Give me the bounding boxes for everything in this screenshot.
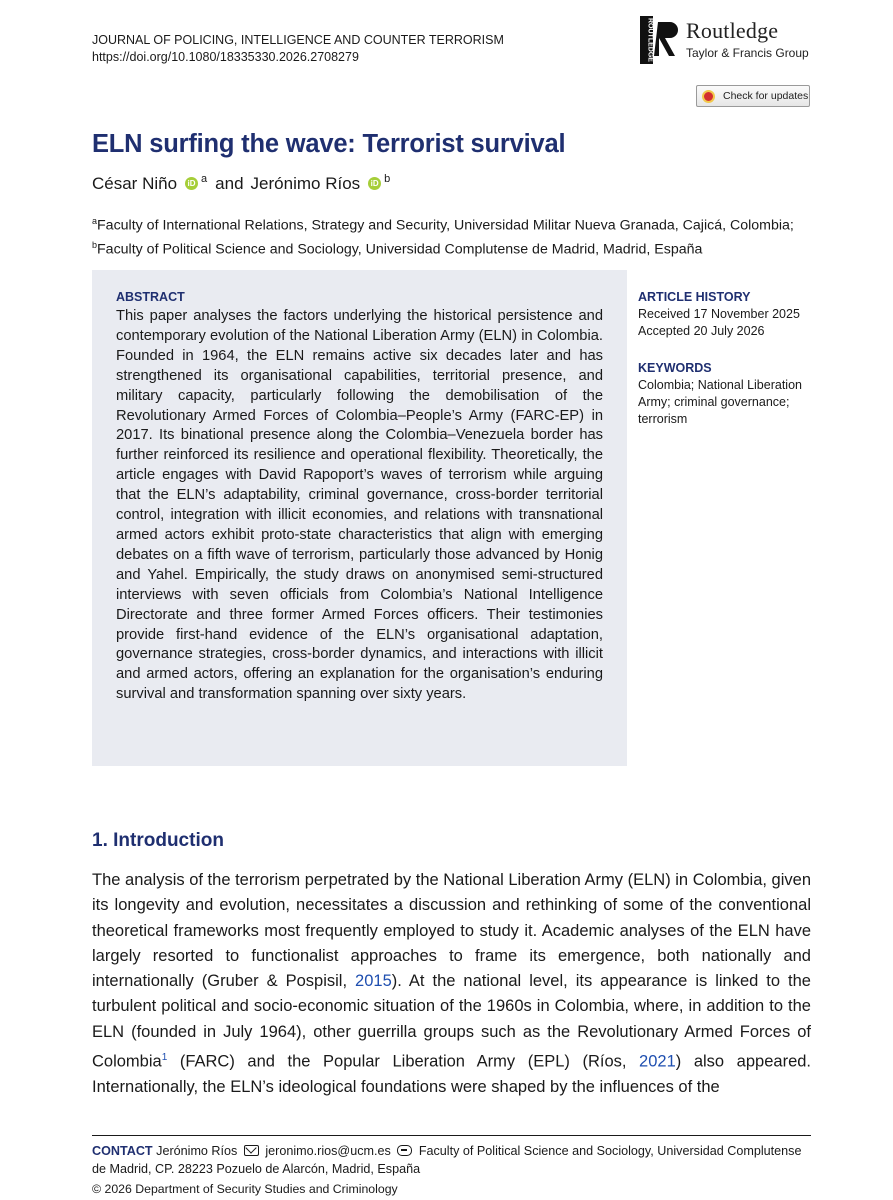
intro-text: ). At the national level, its appearance is linked to the turbulent political and socio-economic situation of the 1960s in Colombia, where, in addition to the ELN (founded in July 1964), other guerrilla groups such as the Revolutionary Armed Forces of Colombia: [92, 972, 811, 1071]
affil-b-mark: b: [92, 240, 98, 251]
affiliation-a: Faculty of International Relations, Strategy and Security, Universidad Militar Nueva Granada, Cajicá, Colombia;: [97, 217, 794, 234]
publisher-name: Routledge: [686, 18, 779, 43]
orcid-icon[interactable]: iD: [185, 177, 198, 190]
citation-link[interactable]: 2015: [355, 972, 392, 991]
keywords-heading: KEYWORDS: [638, 361, 712, 375]
address-icon: [397, 1145, 412, 1156]
intro-text: (FARC) and the Popular Liberation Army (EPL) (Ríos,: [167, 1052, 640, 1071]
author-2[interactable]: Jerónimo Ríos: [250, 174, 361, 193]
routledge-logo-icon: [640, 16, 680, 64]
intro-text: The analysis of the terrorism perpetrated by the National Liberation Army (ELN) in Colombia, given its longevity and evolution, necessitates a discussion and rethinking of some of the conventional theoretical frameworks most frequently employed to study it. Academic analyses of the ELN have largely resorted to functionalist approaches to frame its emergence, both nationally and internationally (Gruber & Pospisil,: [92, 871, 812, 991]
affiliation-b: Faculty of Political Science and Sociology, Universidad Complutense de Madrid, Madrid, España: [97, 241, 703, 258]
history-heading: ARTICLE HISTORY: [638, 290, 751, 304]
copyright: © 2026 Department of Security Studies and Criminology: [92, 1182, 398, 1196]
doi-link[interactable]: https://doi.org/10.1080/18335330.2026.2708279: [92, 50, 359, 64]
contact-block: [92, 1142, 811, 1178]
article-title: ELN surfing the wave: Terrorist survival: [92, 130, 566, 158]
footer-divider: [92, 1135, 811, 1136]
author-conjunction: and: [215, 174, 244, 193]
email-icon: [244, 1145, 259, 1156]
received-date: Received 17 November 2025: [638, 307, 800, 321]
abstract-heading: ABSTRACT: [116, 290, 185, 304]
check-updates-button[interactable]: [696, 85, 810, 107]
author-2-affil-mark: b: [384, 173, 391, 185]
affil-a-mark: a: [92, 216, 98, 226]
check-updates-label: Check for updates: [723, 90, 809, 102]
section-heading: 1. Introduction: [92, 830, 224, 851]
intro-text: ) also appeared. Internationally, the ELN’s ideological foundations were shaped by the influences of the: [92, 1052, 812, 1096]
journal-name: JOURNAL OF POLICING, INTELLIGENCE AND COUNTER TERRORISM: [92, 33, 504, 47]
article-sidebar: [638, 289, 818, 428]
publisher-vertical-text: ROUTLEDGE: [646, 18, 654, 62]
contact-email[interactable]: jeronimo.rios@ucm.es: [265, 1144, 391, 1158]
contact-label: CONTACT: [92, 1144, 153, 1158]
author-1[interactable]: César Niño: [92, 174, 178, 193]
author-line: [92, 174, 398, 194]
orcid-icon[interactable]: iD: [368, 177, 381, 190]
publisher-logo: [640, 16, 820, 66]
abstract-text: This paper analyses the factors underlying the historical persistence and contemporary evolution of the National Liberation Army (ELN) in Colombia. Founded in 1964, the ELN remains active six decades later and has strengthened its organisational capabilities, territorial presence, and military capacity, particularly following the demobilisation of the Revolutionary Armed Forces of Colombia–People’s Army (FARC-EP) in 2017. Its binational presence along the Colombia–Venezuela border has further reinforced its resilience and operational flexibility. Theoretically, the article engages with David Rapoport’s waves of terrorism while arguing that the ELN’s adaptability, criminal governance, cross-border territorial control, integration with illicit economies, and relations with transnational armed actors exhibit proto-state characteristics that align with emerging debates on a fifth wave of terrorism, particularly those advanced by Honig and Yahel. Empirically, the study draws on anonymised semi-structured interviews with seven officials from Colombia’s National Intelligence Directorate and three former Armed Forces officers. Their testimonies provide first-hand evidence of the ELN’s organisational adaptation, governance strategies, cross-border dynamics, and interactions with illicit and armed actors, offering an explanation for the organisation’s enduring survival and transformation spanning over sixty years.: [116, 308, 603, 703]
contact-name: Jerónimo Ríos: [156, 1144, 238, 1158]
citation-link[interactable]: 2021: [639, 1052, 676, 1071]
contact-address: Faculty of Political Science and Sociology, Universidad Complutense de Madrid, CP. 28223 Pozuelo de Alarcón, Madrid, España: [92, 1144, 802, 1176]
author-1-affil-mark: a: [201, 173, 208, 185]
accepted-date: Accepted 20 July 2026: [638, 324, 765, 338]
affiliations: [92, 212, 812, 260]
check-updates-icon: [702, 90, 715, 103]
journal-header: [92, 32, 504, 66]
publisher-group: Taylor & Francis Group: [686, 46, 809, 60]
footnote-link[interactable]: 1: [161, 1052, 168, 1064]
abstract-box: [92, 270, 627, 766]
keywords-text: Colombia; National Liberation Army; criminal governance; terrorism: [638, 378, 802, 426]
intro-paragraph: [92, 868, 811, 1100]
